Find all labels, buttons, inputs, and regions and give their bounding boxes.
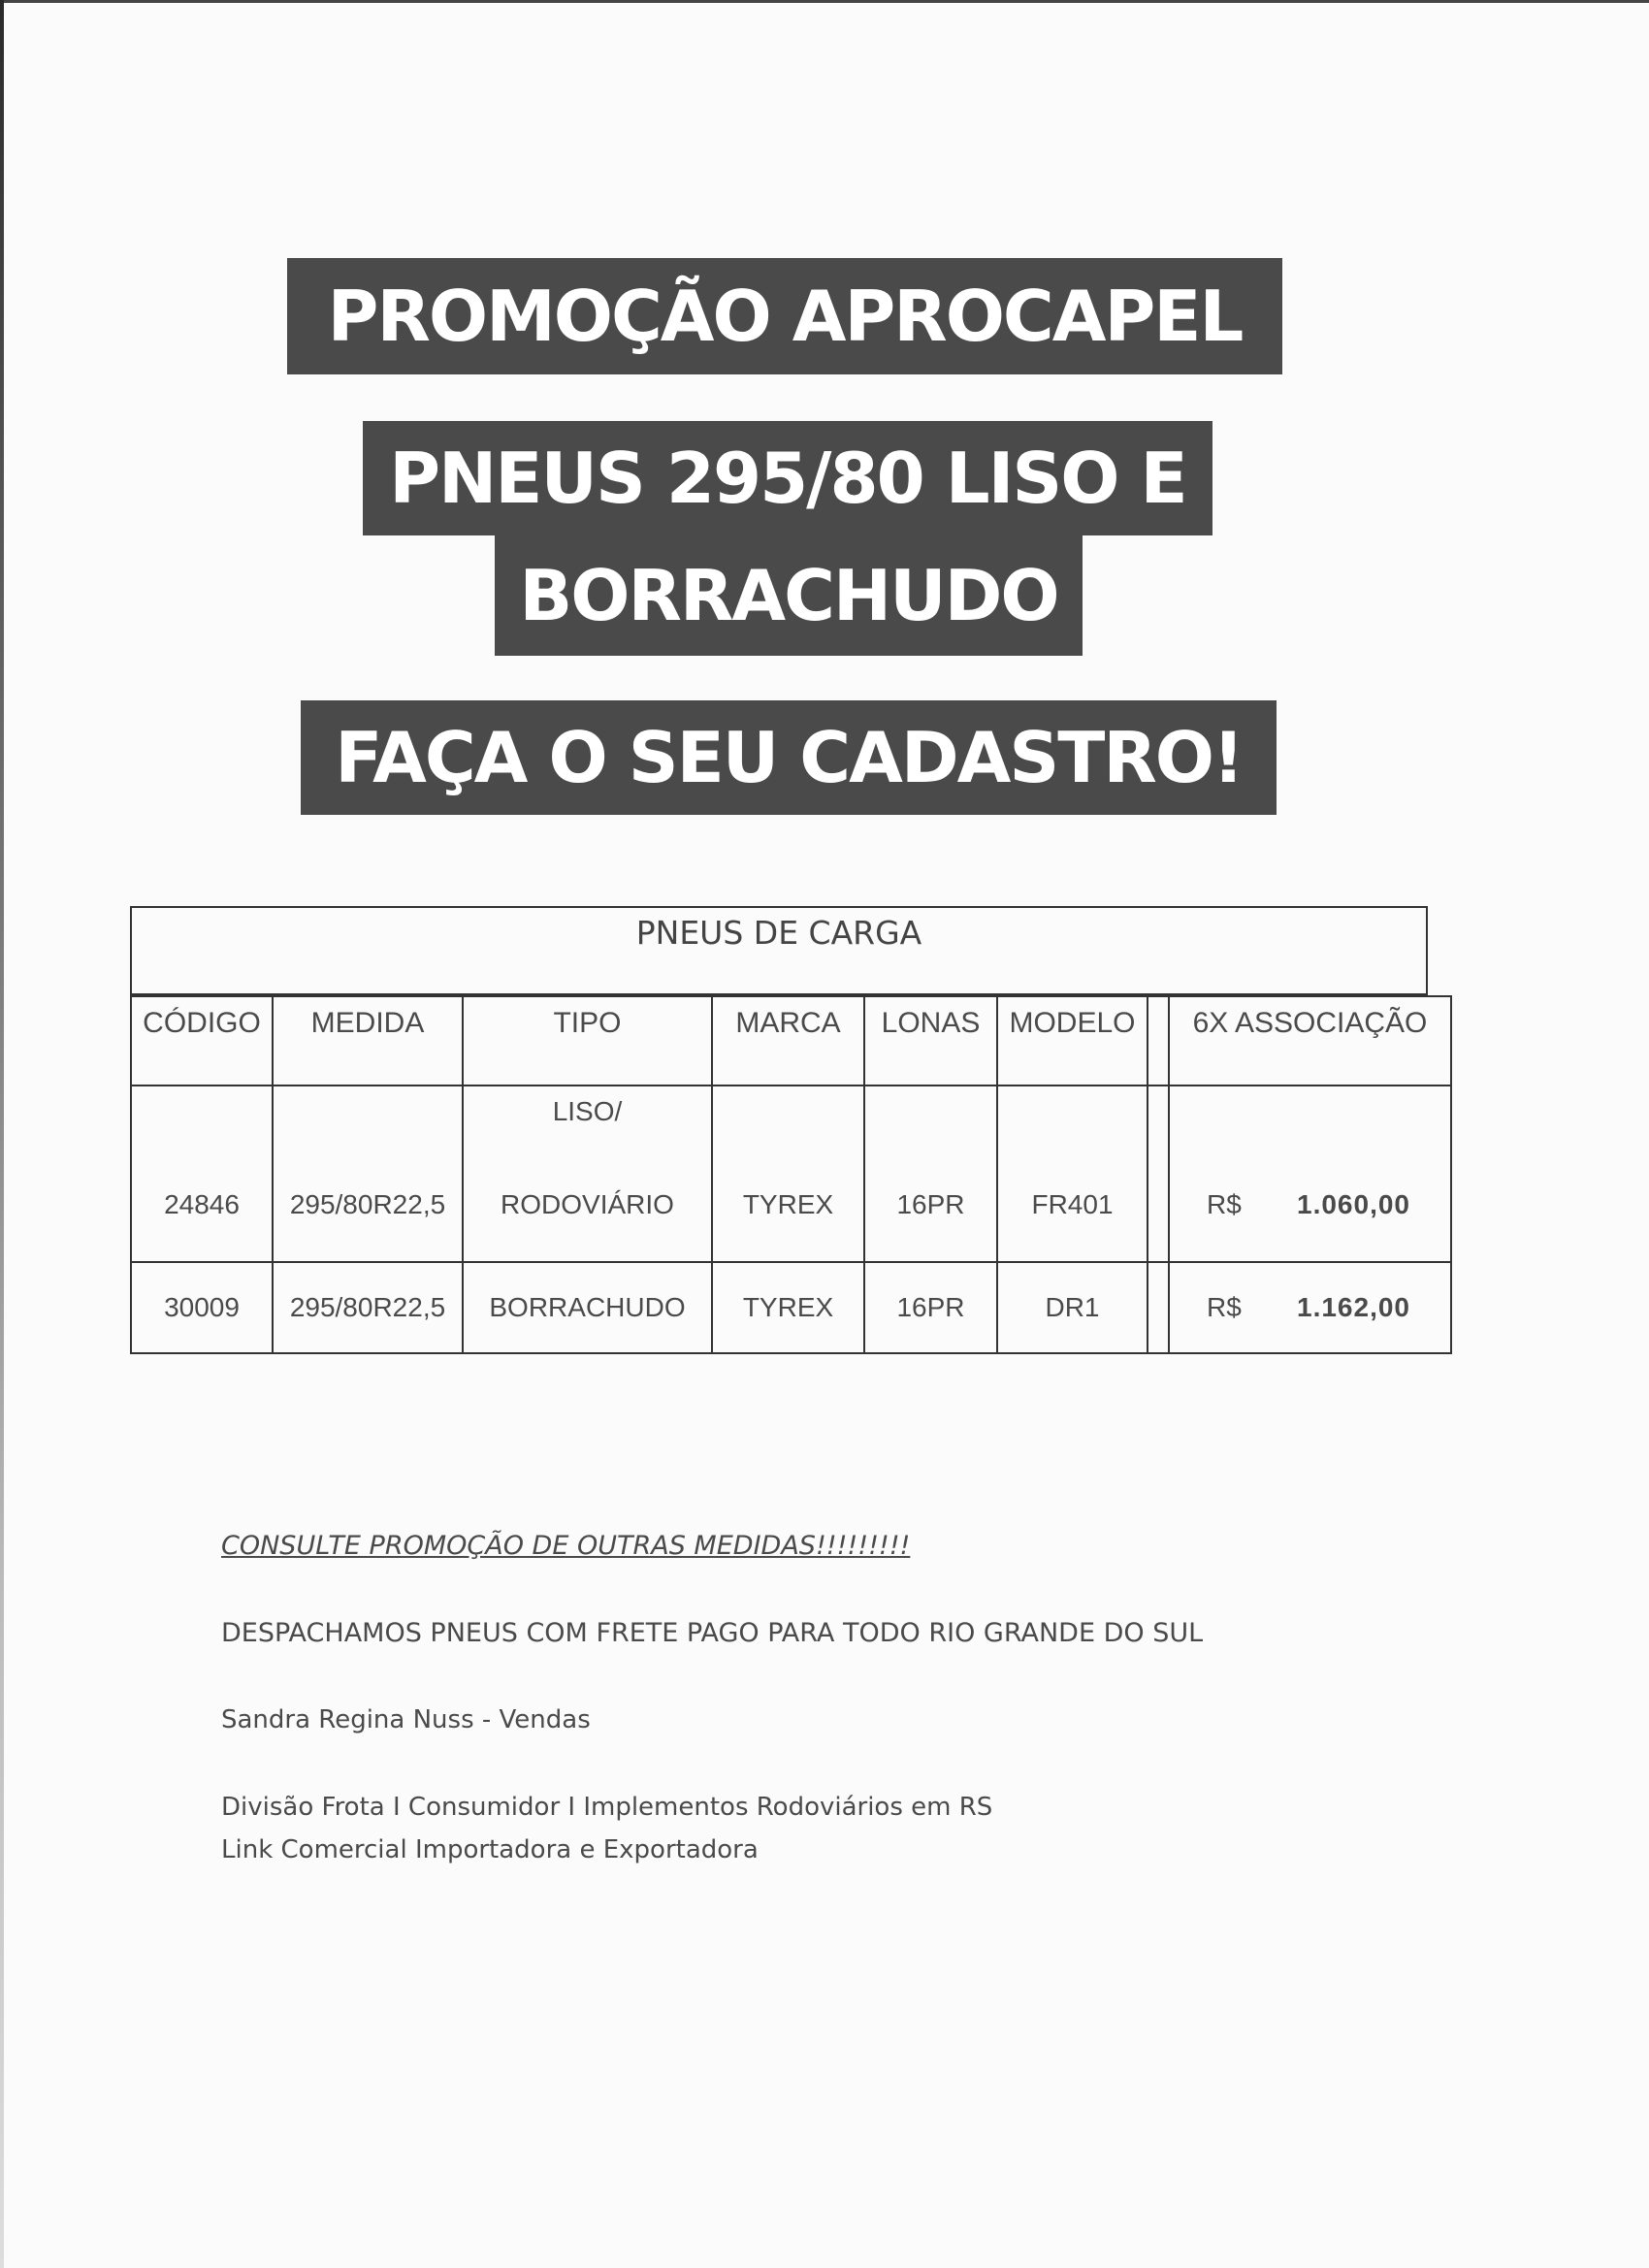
header-modelo: MODELO: [997, 996, 1148, 1085]
table-row: [131, 1085, 1451, 1262]
cell-tipo-line2: RODOVIÁRIO: [501, 1189, 674, 1219]
cell-lonas: 16PR: [864, 1262, 997, 1353]
price-currency: R$: [1207, 1189, 1242, 1219]
header-marca: MARCA: [712, 996, 864, 1085]
cell-codigo: 30009: [131, 1262, 273, 1353]
sales-contact: Sandra Regina Nuss - Vendas: [221, 1705, 591, 1734]
promo-title-banner: PROMOÇÃO APROCAPEL: [287, 258, 1282, 374]
cell-tipo: [463, 1085, 712, 1262]
price-grid: [130, 995, 1452, 1354]
cell-medida: 295/80R22,5: [273, 1085, 463, 1262]
shipping-note: DESPACHAMOS PNEUS COM FRETE PAGO PARA TODO RIO GRANDE DO SUL: [221, 1618, 1204, 1648]
header-medida: MEDIDA: [273, 996, 463, 1085]
header-tipo: TIPO: [463, 996, 712, 1085]
header-row: [131, 996, 1451, 1085]
scan-edge-top: [0, 0, 1649, 3]
price-amount: 1.060,00: [1297, 1189, 1410, 1219]
tire-size-banner-line2: BORRACHUDO: [495, 535, 1083, 656]
cell-preco: [1169, 1262, 1451, 1353]
cell-modelo: DR1: [997, 1262, 1148, 1353]
consult-other-sizes: CONSULTE PROMOÇÃO DE OUTRAS MEDIDAS!!!!!!!!!: [221, 1531, 911, 1561]
header-spacer: [1148, 996, 1169, 1085]
cell-spacer: [1148, 1262, 1169, 1353]
table-group-title: PNEUS DE CARGA: [130, 906, 1428, 995]
cell-codigo: 24846: [131, 1085, 273, 1262]
price-currency: R$: [1207, 1292, 1242, 1322]
cell-preco: [1169, 1085, 1451, 1262]
price-amount: 1.162,00: [1297, 1292, 1410, 1322]
cell-spacer: [1148, 1085, 1169, 1262]
company-name: Link Comercial Importadora e Exportadora: [221, 1835, 759, 1864]
cell-medida: 295/80R22,5: [273, 1262, 463, 1353]
header-codigo: CÓDIGO: [131, 996, 273, 1085]
cell-lonas: 16PR: [864, 1085, 997, 1262]
division-line: Divisão Frota I Consumidor I Implementos Rodoviários em RS: [221, 1793, 993, 1822]
cell-tipo-line1: LISO/: [552, 1096, 623, 1126]
cell-modelo: FR401: [997, 1085, 1148, 1262]
header-preco: 6X ASSOCIAÇÃO: [1169, 996, 1451, 1085]
header-lonas: LONAS: [864, 996, 997, 1085]
cell-marca: TYREX: [712, 1085, 864, 1262]
table-row: [131, 1262, 1451, 1353]
tire-size-banner-line1: PNEUS 295/80 LISO E: [363, 421, 1212, 535]
cell-marca: TYREX: [712, 1262, 864, 1353]
cell-tipo: BORRACHUDO: [463, 1262, 712, 1353]
register-banner: FAÇA O SEU CADASTRO!: [301, 700, 1277, 815]
scan-edge-left: [0, 0, 4, 2268]
